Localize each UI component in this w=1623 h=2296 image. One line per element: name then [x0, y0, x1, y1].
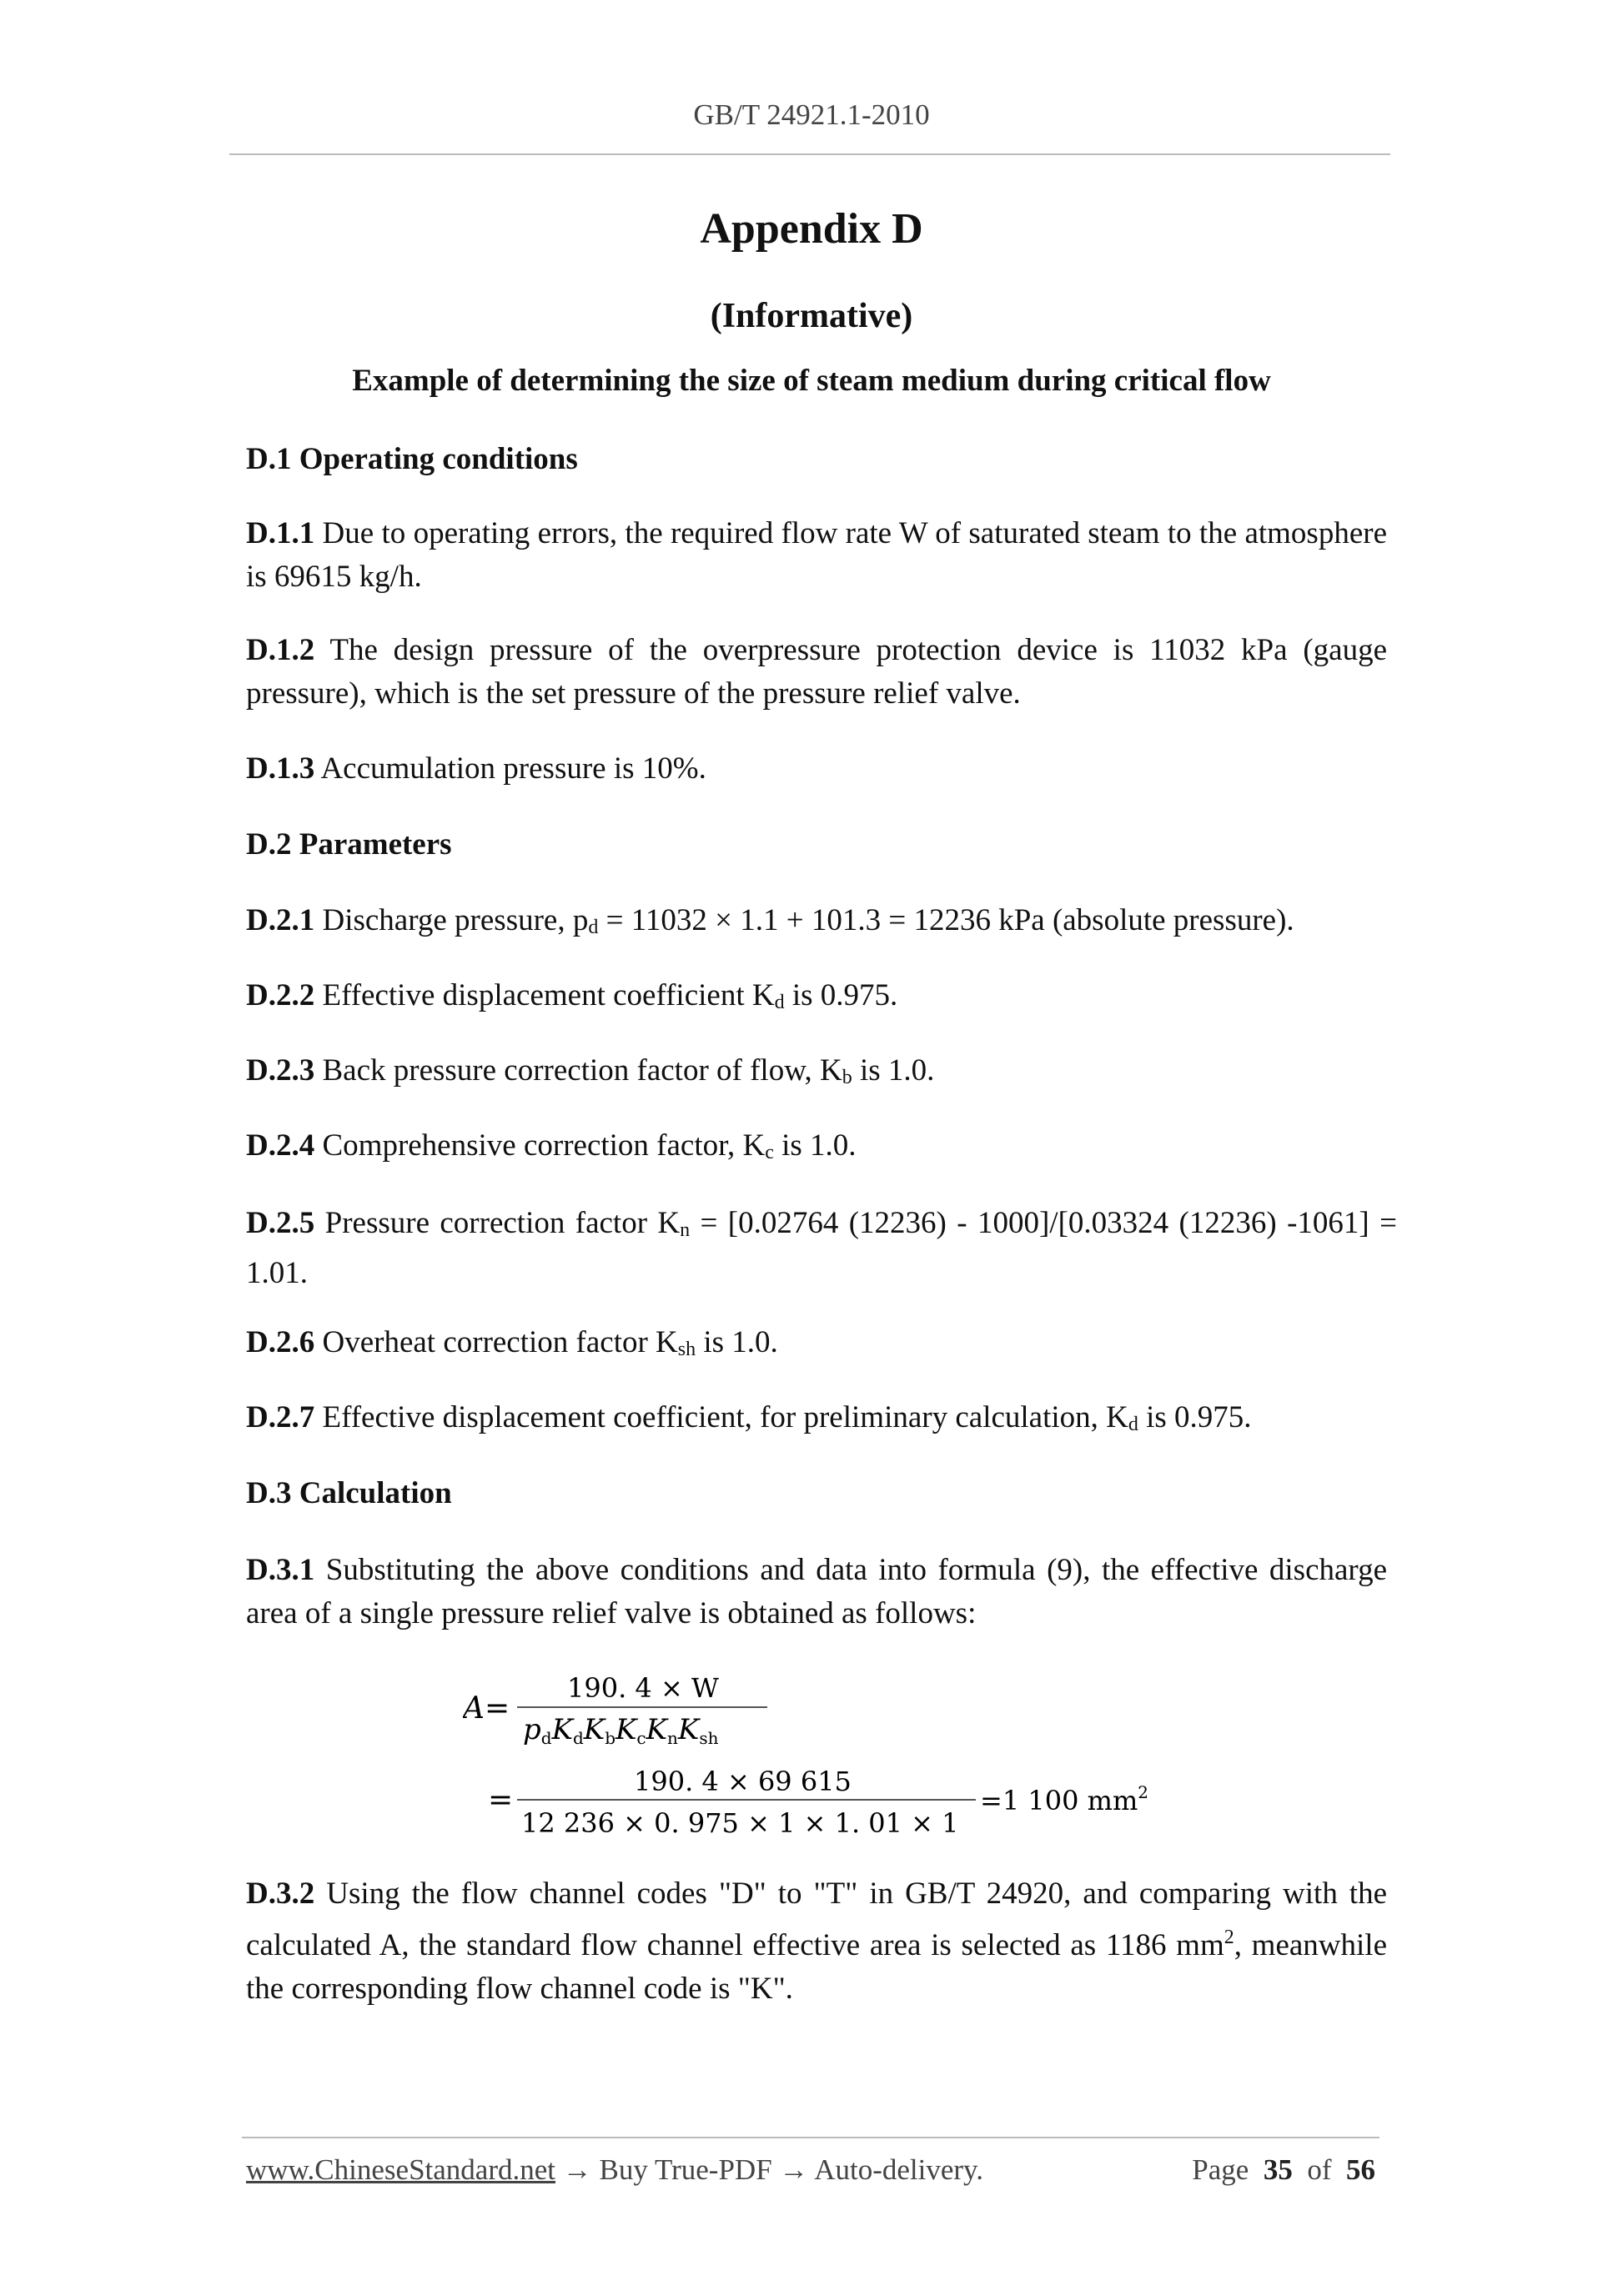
footer-left [246, 2153, 983, 2187]
clause-text: Using the flow channel codes "D" to "T" in GB/T 24920, and comparing with the calculated A, the standard flow channel effective area is selected as 1186 mm [246, 1876, 1387, 1962]
clause-number: D.3.2 [246, 1876, 315, 1911]
paragraph-d3-1 [246, 1549, 1387, 1635]
appendix-subtitle: Example of determining the size of steam medium during critical flow [352, 364, 1271, 398]
page-label: Page [1192, 2153, 1249, 2186]
total-pages: 56 [1346, 2153, 1375, 2186]
section-heading-d3: D.3 Calculation [246, 1476, 452, 1510]
footer-divider [242, 2137, 1379, 2138]
current-page: 35 [1263, 2153, 1293, 2186]
clause-number: D.1.3 [246, 751, 315, 786]
clause-number: D.2.5 [246, 1206, 315, 1240]
subscript: c [765, 1142, 774, 1163]
clause-text: The design pressure of the overpressure protection device is 11032 kPa (gauge pressure), which is the set pressure of the pressure relief valve. [246, 633, 1387, 711]
clause-text: Accumulation pressure is 10%. [314, 751, 706, 786]
paragraph-d1-1 [246, 512, 1387, 599]
clause-text: Substituting the above conditions and data into formula (9), the effective discharge area of a single pressure relief valve is obtained as follows: [246, 1553, 1387, 1630]
paragraph-d2-2 [246, 974, 1387, 1024]
clause-number: D.1.2 [246, 633, 315, 667]
formula-numerator-2: 190. 4 × 69 615 [634, 1766, 852, 1797]
footer-promo-text: → Buy True-PDF → Auto-delivery. [555, 2153, 984, 2186]
clause-number: D.2.2 [246, 978, 315, 1012]
clause-number: D.2.3 [246, 1053, 315, 1088]
clause-text: Effective displacement coefficient, for preliminary calculation, K [314, 1400, 1128, 1434]
paragraph-d1-3 [246, 747, 1387, 791]
clause-number: D.1.1 [246, 516, 315, 550]
subscript: d [588, 917, 599, 938]
subscript: d [774, 992, 785, 1013]
paragraph-d2-5 [246, 1202, 1397, 1295]
page-header: GB/T 24921.1-2010 [693, 98, 930, 131]
clause-number: D.2.1 [246, 903, 315, 937]
paragraph-d2-1 [246, 899, 1387, 949]
subscript: n [680, 1219, 691, 1241]
clause-text: is 0.975. [1138, 1400, 1252, 1434]
paragraph-d2-4 [246, 1124, 1387, 1174]
subscript: b [842, 1067, 852, 1088]
clause-text: is 1.0. [852, 1053, 935, 1088]
formula-equals-2: = [488, 1783, 514, 1817]
area-formula [463, 1668, 1297, 1843]
clause-text: Effective displacement coefficient K [314, 978, 775, 1012]
clause-text: Due to operating errors, the required flow rate W of saturated steam to the atmosphere is 69615 kg/h. [246, 516, 1387, 594]
clause-text: is 0.975. [784, 978, 898, 1012]
paragraph-d2-7 [246, 1396, 1387, 1446]
paragraph-d2-6 [246, 1321, 1387, 1371]
subscript: sh [677, 1339, 696, 1360]
appendix-title: Appendix D [700, 205, 923, 253]
clause-number: D.2.7 [246, 1400, 315, 1434]
paragraph-d2-3 [246, 1049, 1387, 1099]
clause-text: is 1.0. [773, 1128, 857, 1163]
paragraph-d1-2 [246, 629, 1387, 716]
header-divider [229, 153, 1390, 155]
formula-result: =1 100 $mm^2$ [980, 1782, 1149, 1816]
section-heading-d2: D.2 Parameters [246, 827, 452, 862]
page-number [1192, 2153, 1375, 2187]
clause-text: , meanwhile the corresponding flow channel code is "K". [246, 1928, 1388, 2006]
formula-numerator-1: 190. 4 × W [567, 1672, 719, 1704]
clause-text: = [0.02764 (12236) - 1000]/[0.03324 (12236) -1061] = 1.01. [246, 1206, 1397, 1290]
website-link[interactable]: www.ChineseStandard.net [246, 2153, 555, 2186]
clause-number: D.2.6 [246, 1325, 315, 1359]
formula-denominator-2: 12 236 × 0. 975 × 1 × 1. 01 × 1 [521, 1807, 959, 1839]
clause-number: D.2.4 [246, 1128, 315, 1163]
clause-number: D.3.1 [246, 1553, 315, 1587]
subscript: d [1128, 1414, 1138, 1435]
clause-text: is 1.0. [696, 1325, 778, 1359]
page-of: of [1307, 2153, 1332, 2186]
superscript: 2 [1224, 1927, 1234, 1948]
clause-text: = 11032 × 1.1 + 101.3 = 12236 kPa (absolute pressure). [598, 903, 1294, 937]
appendix-type: (Informative) [710, 297, 913, 335]
clause-text: Comprehensive correction factor, K [314, 1128, 766, 1163]
paragraph-d3-2 [246, 1872, 1387, 2011]
clause-text: Back pressure correction factor of flow, K [314, 1053, 842, 1088]
section-heading-d1: D.1 Operating conditions [246, 442, 578, 476]
formula-denominator-1: pdKdKbKcKnKsh [523, 1713, 719, 1748]
formula-lhs: A= [463, 1691, 510, 1726]
clause-text: Pressure correction factor K [314, 1206, 681, 1240]
clause-text: Discharge pressure, p [314, 903, 589, 937]
clause-text: Overheat correction factor K [314, 1325, 678, 1359]
